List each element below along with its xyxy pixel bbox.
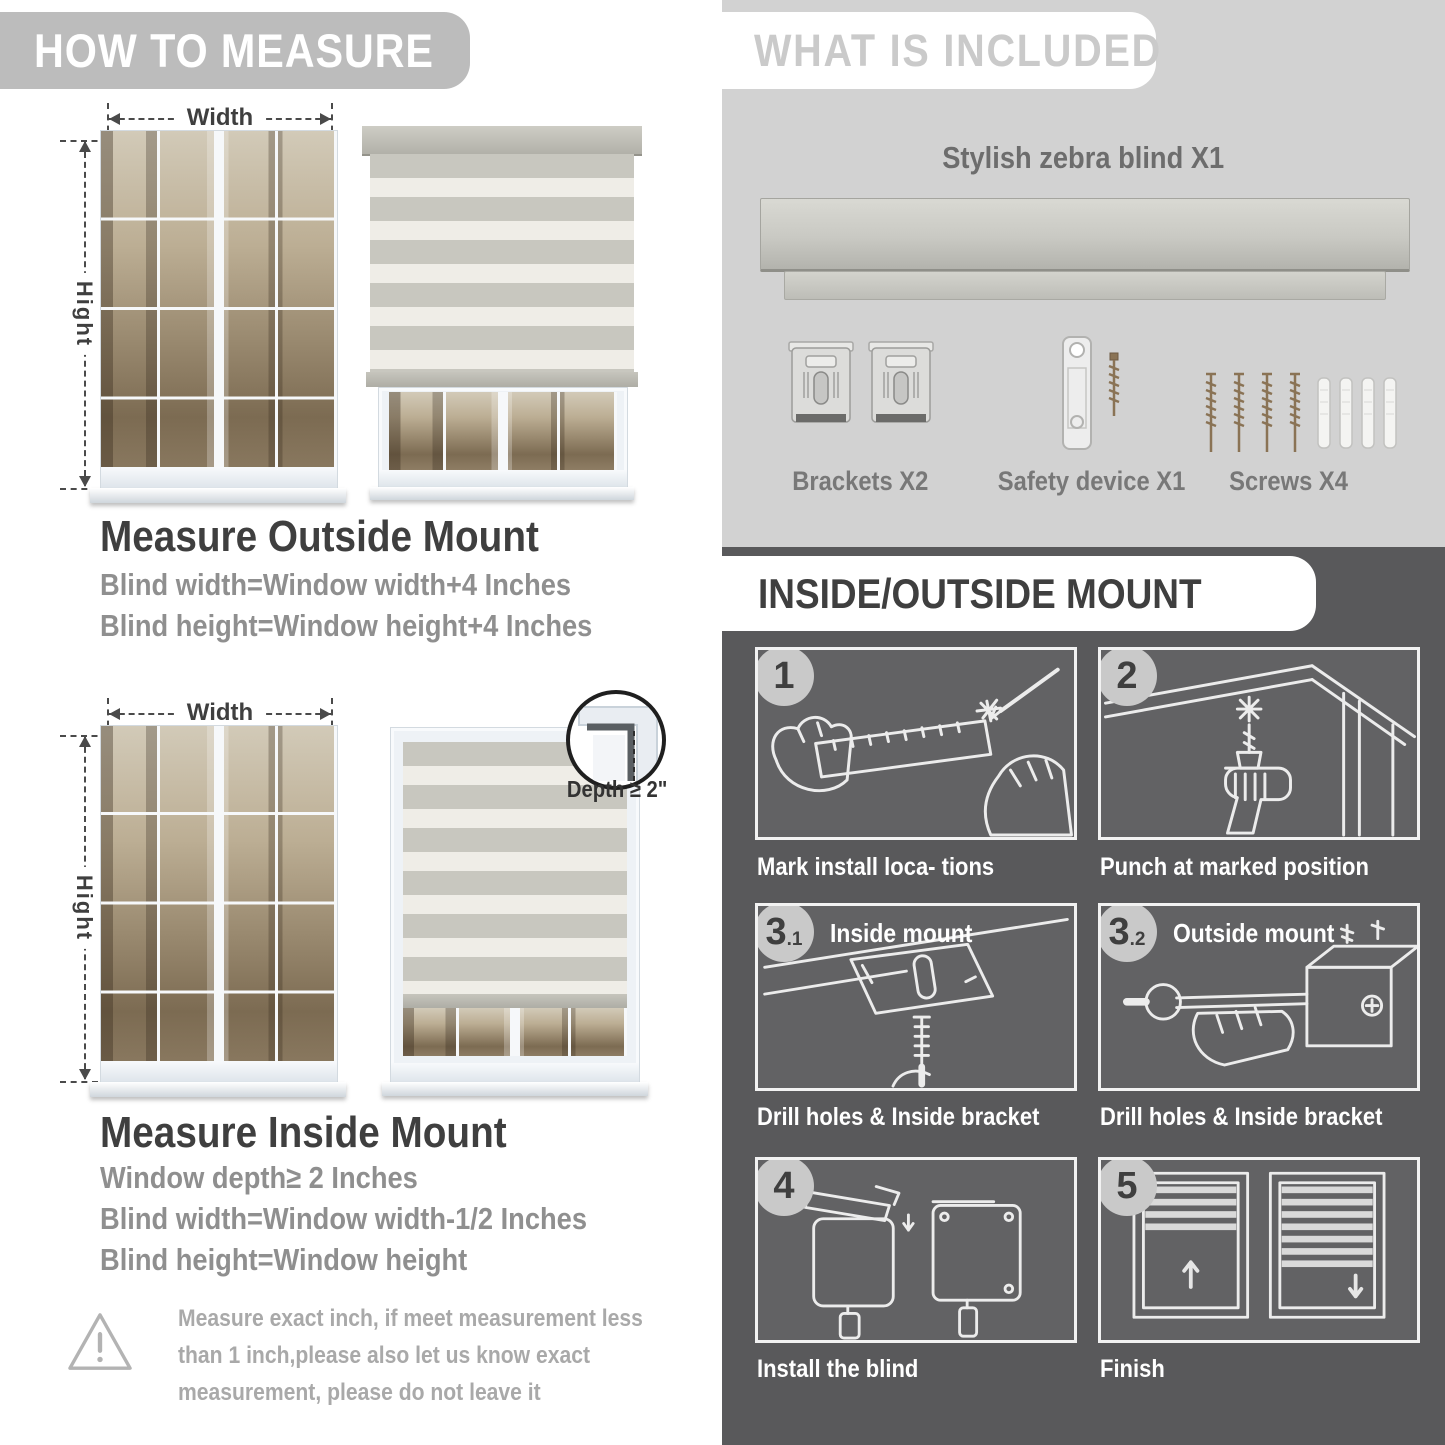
height-arrow-down: [79, 1069, 91, 1080]
window-frame-bottom: [391, 1063, 639, 1083]
hight-label: Hight: [71, 273, 97, 355]
item-label-brackets: Brackets X2: [791, 466, 929, 496]
screws-icon: [1196, 370, 1306, 460]
window-under-panes: [389, 392, 617, 470]
height-arrow-down: [79, 476, 91, 487]
width-arrow-right: [320, 113, 331, 125]
height-arrow-up: [79, 141, 91, 152]
zebra-blind-illustration-outside: [362, 126, 642, 498]
window-panes: [101, 726, 337, 1083]
step-badge: 4: [755, 1157, 814, 1216]
blind-stripes: [370, 154, 634, 372]
safety-device-icon: [1058, 334, 1096, 454]
warning-text: [178, 1300, 706, 1411]
step-caption-3-2: Drill holes & Inside bracket: [1100, 1103, 1383, 1131]
step-caption-3-1: Drill holes & Inside bracket: [757, 1103, 1040, 1131]
inside-depth-line: Window depth≥ 2 Inches: [100, 1160, 418, 1195]
depth-label: Depth ≥ 2": [566, 776, 668, 802]
window-panes: [101, 131, 337, 489]
outside-mount-title: Measure Outside Mount: [100, 512, 539, 561]
width-arrow-right: [320, 708, 331, 720]
step-badge: 3 .1: [755, 903, 814, 962]
warning-line-3: measurement, please do not leave it: [178, 1379, 541, 1406]
outside-mount-formula-height: Blind height=Window height+4 Inches: [100, 608, 593, 643]
window-frame-bottom: [101, 467, 337, 489]
window-sill-inside: [90, 1082, 346, 1097]
screw-icon: [1106, 352, 1122, 422]
step-panel-title: Inside mount: [830, 918, 973, 948]
warning-triangle-icon: [66, 1310, 134, 1374]
width-label: Width: [177, 699, 263, 727]
warning-line-1: Measure exact inch, if meet measurement less: [178, 1305, 643, 1332]
outside-mount-formula-width: Blind width=Window width+4 Inches: [100, 567, 572, 602]
height-arrow-up: [79, 736, 91, 747]
step-caption-5: Finish: [1100, 1355, 1165, 1383]
step-badge: 3 .2: [1098, 903, 1157, 962]
step-panel-4: [755, 1157, 1077, 1343]
width-arrow-left: [109, 113, 120, 125]
window-sill-under-blind: [370, 487, 634, 500]
step-caption-2: Punch at marked position: [1100, 853, 1369, 881]
step-panel-title: Outside mount: [1173, 918, 1335, 948]
window-frame-bottom: [101, 1061, 337, 1083]
bracket-icon: [868, 338, 934, 432]
window-under-frame-bottom: [379, 470, 627, 488]
anchors-icon: [1316, 376, 1402, 456]
inside-width-line: Blind width=Window width-1/2 Inches: [100, 1201, 588, 1236]
window-sill-outside: [90, 488, 346, 503]
step-caption-4: Install the blind: [757, 1355, 919, 1383]
step-badge: 1: [755, 647, 814, 706]
what-is-included-banner: [722, 12, 1163, 89]
window-sill-blind-inside: [382, 1082, 648, 1096]
width-arrow-left: [109, 708, 120, 720]
how-to-measure-title: HOW TO MEASURE: [34, 24, 434, 77]
bracket-icon: [788, 338, 854, 432]
window-under-panes: [403, 1008, 627, 1056]
window-under-blind: [378, 387, 628, 489]
blind-bottom-rail: [403, 994, 627, 1008]
window-corner-detail-icon: [571, 695, 661, 785]
headrail-image: [760, 198, 1410, 272]
item-label-screws: Screws X4: [1229, 466, 1349, 496]
step-badge: 5: [1098, 1157, 1157, 1216]
product-title: Stylish zebra blind X1: [942, 140, 1225, 175]
inside-outside-mount-title: INSIDE/OUTSIDE MOUNT: [758, 569, 1202, 617]
inside-mount-title: Measure Inside Mount: [100, 1108, 507, 1157]
step-badge: 2: [1098, 647, 1157, 706]
step-caption-1: Mark install loca- tions: [757, 853, 995, 881]
width-label: Width: [177, 104, 263, 132]
step-panel-1: [755, 647, 1077, 840]
step-panel-3-2: [1098, 903, 1420, 1091]
what-is-included-title: WHAT IS INCLUDED: [754, 24, 1163, 76]
depth-detail-circle: [566, 690, 666, 790]
inside-height-line: Blind height=Window height: [100, 1242, 468, 1277]
inside-outside-mount-banner: [722, 556, 1316, 631]
step-panel-3-1: [755, 903, 1077, 1091]
warning-line-2: than 1 inch,please also let us know exact: [178, 1342, 590, 1369]
hight-label: Hight: [71, 867, 97, 949]
headrail-lip: [784, 271, 1386, 300]
step-panel-5: [1098, 1157, 1420, 1343]
item-label-safety: Safety device X1: [998, 466, 1186, 496]
blind-bottom-rail: [366, 372, 638, 387]
warning-note: [66, 1300, 686, 1420]
how-to-measure-banner: [0, 12, 470, 89]
window-illustration-outside: [100, 130, 338, 490]
step-panel-2: [1098, 647, 1420, 840]
blind-headrail: [362, 126, 642, 156]
window-illustration-inside: [100, 725, 338, 1084]
